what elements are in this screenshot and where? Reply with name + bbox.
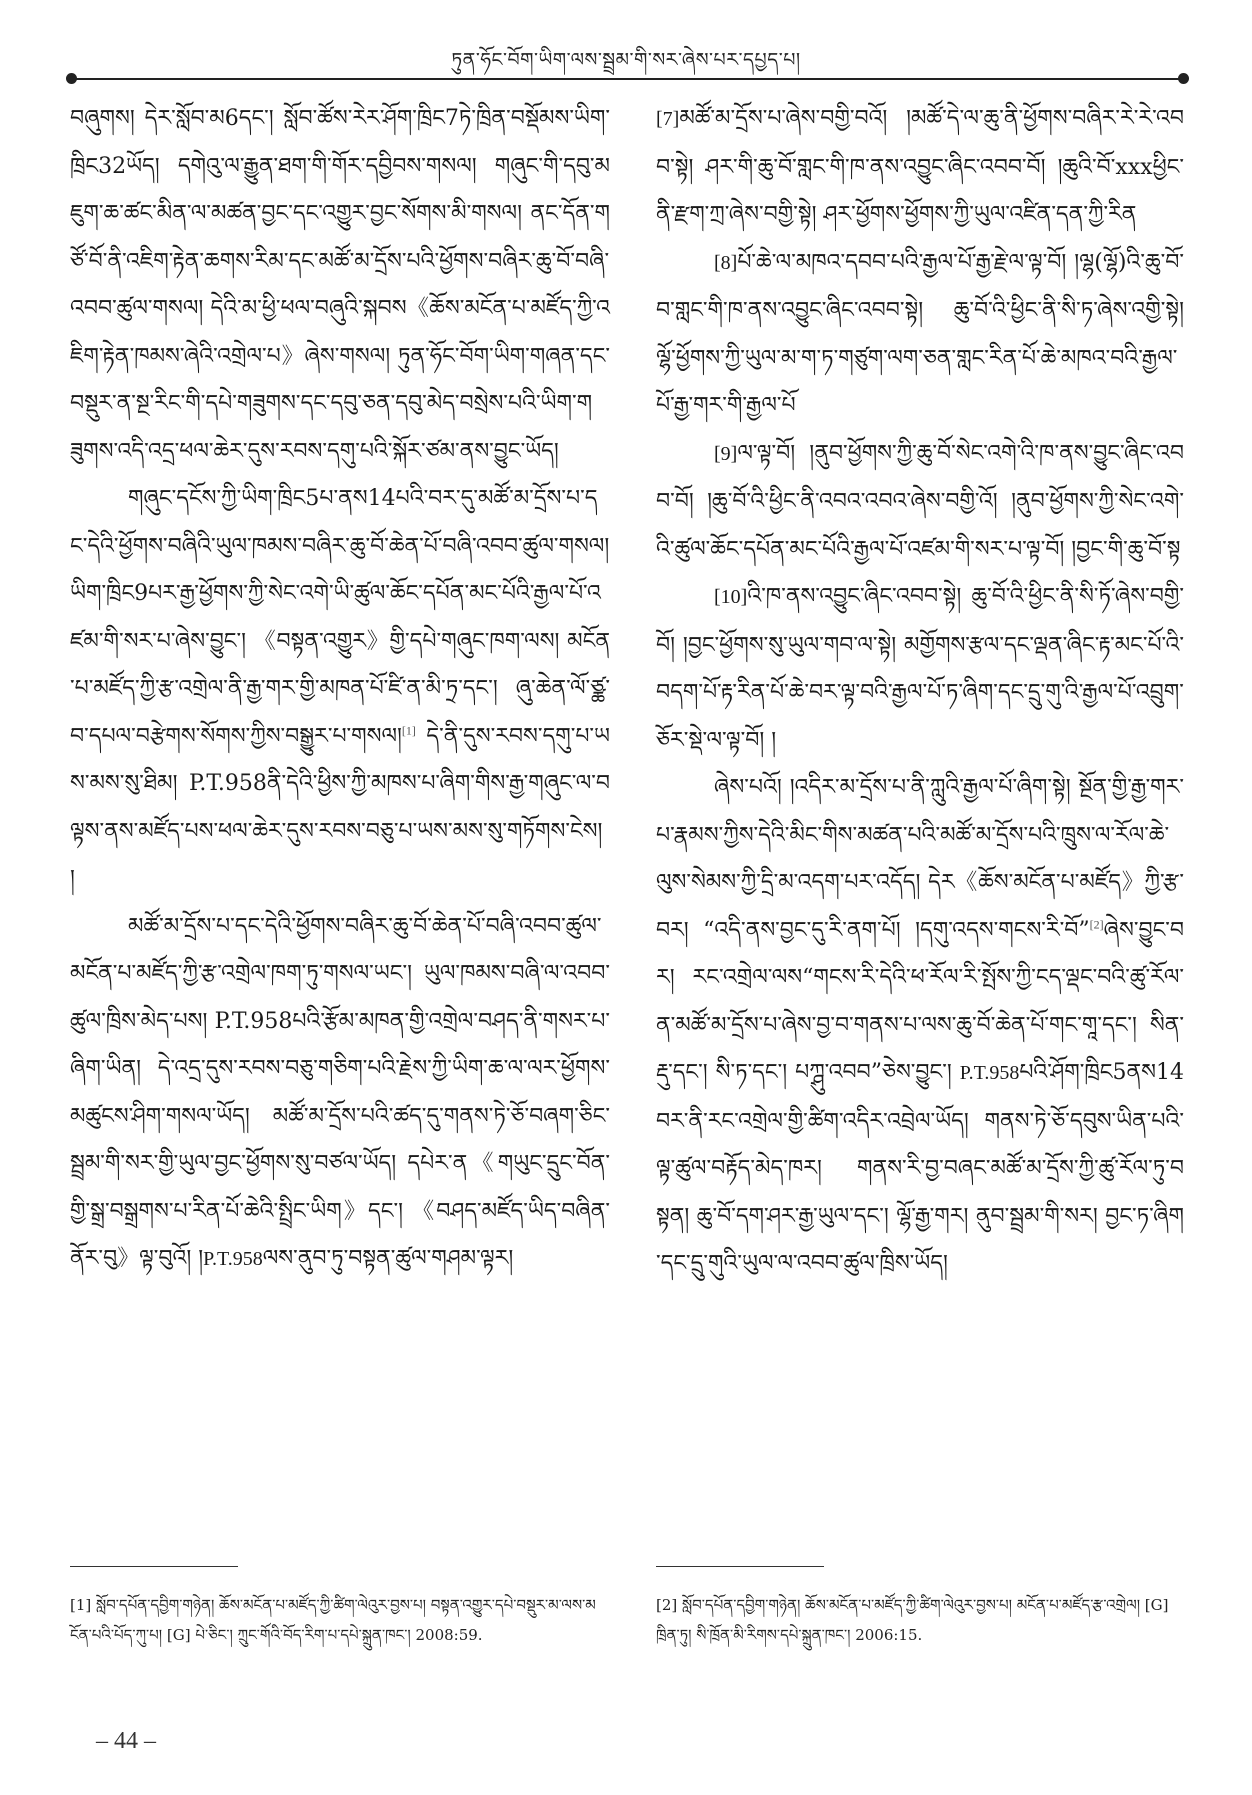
running-header-title: ཏུན་ཧོང་བོག་ཡིག་ལས་སྦྲམ་གི་སར་ཞེས་པར་དཔྱད་པ། [451,49,801,71]
left-paragraph-2-cont: དེ་ནི་དུས་རབས་དགུ་པ་ཡས་མས་སུ་ཐིམ། P.T.958ནི་དེའི་ཕྱིས་ཀྱི་མཁས་པ་ཞིག་གིས་རྒྱ་གཞུང་ལ་བལྟས་ནས་མཛོད་པས་ཕལ་ཆེར་དུས་རབས་བཅུ་པ་ཡས་མས་སུ་གཏོགས་ངེས། ། [70,723,610,891]
footnote-ref-1[interactable]: [1] [401,723,416,738]
right-quote-9-text: ལ་ལྟ་བོ། །ནུབ་ཕྱོགས་ཀྱི་ཆུ་བོ་སེང་འགེ་འི་ཁ་ནས་བྱུང་ཞིང་འབབ་བོ། །ཆུ་བོ་འི་ཕྱིང་ནི་འབའ་འབའ་ཞེས་བགྱི་འོ། །ནུབ་ཕྱོགས་ཀྱི་སེང་འགེ་འི་ཚུལ་ཆོང་དཔོན་མང་པོའི་རྒྱལ་པོ་འཛམ་གི་སར་པ་ལྟ་བོ། །བྱང་གི་ཆུ་བོ་སྟ [656,440,1184,562]
left-paragraph-2-text: གཞུང་དངོས་ཀྱི་ཡིག་ཁྲིང5པ་ནས14པའི་བར་དུ་མཚོ་མ་དྲོས་པ་དང་དེའི་ཕྱོགས་བཞིའི་ཡུལ་ཁམས་བཞིར་ཆུ་བོ་ཆེན་པོ་བཞི་འབབ་ཚུལ་གསལ། ཡིག་ཁྲིང9པར་རྒྱ་ཕྱོགས་ཀྱི་སེང་འགེ་ཡི་ཚུལ་ཆོང་དཔོན་མང་པོའི་རྒྱལ་པོ་འཛམ་གི་སར་པ་ཞེས་བྱུང་། 《བསྟན་འགྱུར》གྱི་དཔེ་གཞུང་ཁག་ལས། མངོན་པ་མཛོད་ཀྱི་རྩ་འགྲེལ་ནི་རྒྱ་གར་གྱི་མཁན་པོ་ཛི་ན་མི་ཏྲ་དང་། ཞུ་ཆེན་ལོ་ཙྪ་བ་དཔལ་བརྩེགས་སོགས་ཀྱིས་བསྒྱུར་པ་གསལ། [70,486,610,749]
quote-marker-10: [10] [714,586,748,608]
right-paragraph-analysis-end: པའི་ཤོག་ཁྲིང5ནས14བར་ནི་རང་འགྲེལ་གྱི་ཚིག་འདིར་འབྲེལ་ཡོད། གནས་ཏེ་ཅོ་དབུས་ཡིན་པའི་ལྟ་ཚུལ་བརྟོད་མེད་ཁར། གནས་རི་བྱ་བཞང་མཚོ་མ་དྲོས་ཀྱི་ཚུ་རོལ་ཏུ་བསྟན། ཆུ་བོ་དག་ཤར་རྒྱ་ཡུལ་དང་། ལྷོ་རྒྱ་གར། ནུབ་སྦྲམ་གི་སར། བྱང་ཏ་ཞིག་དང་དྲུ་གུའི་ཡུལ་ལ་འབབ་ཚུལ་ཁྲིས་ཡོད། [656,1060,1184,1276]
right-paragraph-analysis-ref: P.T.958 [959,1062,1020,1084]
footnote-ref-2[interactable]: [2] [1089,917,1104,932]
header-rule-dot-right [1178,73,1189,84]
right-quote-8-text: པོ་ཆེ་ལ་མཁའ་དབབ་པའི་རྒྱལ་པོ་རྒྱ་རྗེ་ལ་ལྟ་བོ། །ལྷ(ལྷོ)འི་ཆུ་བོ་བ་གླང་གི་ཁ་ནས་འབྱུང་ཞིང་འབབ་སྟེ། ཆུ་བོ་འི་ཕྱིང་ནི་སི་ཏ་ཞེས་འགྱི་སྟེ། ལྷོ་ཕྱོགས་ཀྱི་ཡུལ་མ་ག་ཏ་གཙུག་ལག་ཅན་གླང་རིན་པོ་ཆེ་མཁའ་བའི་རྒྱལ་པོ་རྒྱ་གར་གི་རྒྱལ་པོ [656,249,1184,418]
right-paragraph-analysis [656,764,1184,1288]
right-quote-10-text: འི་ཁ་ནས་འབྱུང་ཞིང་འབབ་སྟེ། ཆུ་བོ་འི་ཕྱིང་ནི་སི་ཏོ་ཞེས་བགྱི་བོ། །བྱང་ཕྱོགས་སུ་ཡུལ་གབ་ལ་སྟེ། མགྱོགས་རྩལ་དང་ལྡན་ཞིང་རྟ་མང་པོ་འི་བདག་པོ་རྟ་རིན་པོ་ཆེ་བར་ལྟ་བའི་རྒྱལ་པོ་ཏ་ཞིག་དང་དྲུ་གུ་འི་རྒྱལ་པོ་འབྲུག་ཅོར་སྡེ་ལ་ལྟ་བོ། ། [656,584,1184,753]
quote-marker-7: [7] [656,108,680,130]
right-quote-8 [656,239,1184,430]
right-column [656,95,1184,1288]
footnote-rule-right [656,1566,824,1567]
left-paragraph-1: བཞུགས། དེར་སློབ་མ6དང་། སློབ་ཚོས་རེར་ཤོག་ཁྲིང7ཏེ་ཁྲིན་བསྡོམས་ཡིག་ཁྲིང32ཡོད། དགེའུ་ལ་རྒྱུན་ཐག་གི་གོར་དབྱིབས་གསལ། གཞུང་གི་དབུ་མཇུག་ཆ་ཚང་མིན་ལ་མཚན་བྱང་དང་འགྱུར་བྱང་སོགས་མི་གསལ། ནང་དོན་གཙོ་བོ་ནི་འཇིག་རྟེན་ཆགས་རིམ་དང་མཚོ་མ་དྲོས་པའི་ཕྱོགས་བཞིར་ཆུ་བོ་བཞི་འབབ་ཚུལ་གསལ། དེའི་མ་ཕྱི་ཕལ་བཞུའི་སྐབས《ཆོས་མངོན་པ་མཛོད་ཀྱི་འཇིག་རྟེན་ཁམས་ཞེའི་འགྲེལ་པ》ཞེས་གསལ། ཏུན་ཧོང་བོག་ཡིག་གཞན་དང་བསྡུར་ན་སྔ་རིང་གི་དཔེ་གཟུགས་དང་དབུ་ཅན་དབུ་མེད་བསྲེས་པའི་ཡིག་གཟུགས་འདི་འདྲ་ཕལ་ཆེར་དུས་རབས་དགུ་པའི་སྐོར་ཙམ་ནས་བྱུང་ཡོད། [70,106,610,464]
right-quote-7 [656,95,1184,239]
left-paragraph-2 [70,475,610,903]
quote-marker-9: [9] [714,442,738,465]
quote-marker-8: [8] [714,251,738,274]
footnote-rule-left [70,1566,238,1567]
running-header [0,28,1252,71]
right-paragraph-analysis-cont: ཞེས་བྱུང་བར། རང་འགྲེལ་ལས“གངས་རི་དེའི་ཕ་རོལ་རི་སྤོས་ཀྱི་ངད་ལྡང་བའི་ཚུ་རོལ་ན་མཚོ་མ་དྲོས་པ་ཞེས་བྱ་བ་གནས་པ་ལས་ཆུ་བོ་ཆེན་པོ་གང་གཱ་དང་། སིན་རྡུ་དང་། སི་ཏ་དང་། པཀྴུ་འབབ”ཅེས་བྱུང་། [656,917,1184,1085]
right-quote-10 [656,573,1184,764]
left-paragraph-3 [70,903,610,1284]
footnote-2: [2] སློབ་དཔོན་དབྱིག་གཉེན། ཆོས་མངོན་པ་མཛོད་ཀྱི་ཚིག་ལེའུར་བྱས་པ། མངོན་པ་མཛོད་རྩ་འགྲེལ། [G] ཁྲིན་ཏུ། སི་ཁྲོན་མི་རིགས་དཔེ་སྐྲུན་ཁང་། 2006:15. [656,1596,1169,1644]
right-paragraph-analysis-text: ཞེས་པའོ། །འདིར་མ་དྲོས་པ་ནི་ཀླུའི་རྒྱལ་པོ་ཞིག་སྟེ། སྔོན་གྱི་རྒྱ་གར་པ་རྣམས་ཀྱིས་དེའི་མིང་གིས་མཚན་པའི་མཚོ་མ་དྲོས་པའི་ཁྲུས་ལ་རོལ་ཆེ་ལུས་སེམས་ཀྱི་དྲི་མ་འདག་པར་འདོད། དེར《ཆོས་མངོན་པ་མཛོད》ཀྱི་རྩ་བར། “འདི་ནས་བྱང་དུ་རི་ནག་པོ། །དགུ་འདས་གངས་རི་བོ” [656,775,1184,943]
left-column [70,95,610,1284]
left-paragraph-3-ref: P.T.958 [203,1248,263,1270]
left-paragraph-3-text: མཚོ་མ་དྲོས་པ་དང་དེའི་ཕྱོགས་བཞིར་ཆུ་བོ་ཆེན་པོ་བཞི་འབབ་ཚུལ་མངོན་པ་མཛོད་ཀྱི་རྩ་འགྲེལ་ཁག་ཏུ་གསལ་ཡང་། ཡུལ་ཁམས་བཞི་ལ་འབབ་ཚུལ་ཁྲིས་མེད་པས། P.T.958པའི་རྩོམ་མཁན་གྱི་འགྲེལ་བཤད་ནི་གསར་པ་ཞིག་ཡིན། དེ་འདྲ་དུས་རབས་བཅུ་གཅིག་པའི་རྗེས་ཀྱི་ཡིག་ཆ་ལ་ལར་ཕྱོགས་མཚུངས་ཤིག་གསལ་ཡོད། མཚོ་མ་དྲོས་པའི་ཚད་དུ་གནས་ཏེ་ཅོ་བཞག་ཅིང་སྦྲམ་གི་སར་གྱི་ཡུལ་བྱང་ཕྱོགས་སུ་བཙལ་ཡོད། དཔེར་ན《གཡུང་དྲུང་བོན་གྱི་སྒྲ་བསྒྲགས་པ་རིན་པོ་ཆེའི་སྤྲིང་ཡིག》དང་། 《བཤད་མཛོད་ཡིད་བཞིན་ནོར་བུ》ལྟ་བུའོ། ། [70,913,610,1271]
left-paragraph-3-cont: ལས་ནུབ་ཏུ་བསྟན་ཚུལ་གཤམ་ལྟར། [262,1246,514,1271]
right-quote-9 [656,430,1184,574]
footnote-1: [1] སློབ་དཔོན་དབྱིག་གཉེན། ཆོས་མངོན་པ་མཛོད་ཀྱི་ཚིག་ལེའུར་བྱས་པ། བསྟན་འགྱུར་དཔེ་བསྡུར་མ་ལས་མངོན་པའི་པོད་ཀུ་པ། [G] པེ་ཅིང་། ཀྲུང་གོའི་བོད་རིག་པ་དཔེ་སྐྲུན་ཁང་། 2008:59. [70,1596,596,1644]
page-number: – 44 – [96,1728,156,1754]
header-rule [72,78,1182,80]
right-quote-7-text: མཚོ་མ་དྲོས་པ་ཞེས་བགྱི་བའོ། །མཚོ་དེ་ལ་ཆུ་ནི་ཕྱོགས་བཞིར་རེ་རེ་འབབ་སྟེ། ཤར་གི་ཆུ་བོ་གླང་གི་ཁ་ནས་འབྱུང་ཞིང་འབབ་བོ། །ཆུའི་བོ་xxxཕྱིང་ནི་རྫག་ཀྲ་ཞེས་བགྱི་སྟེ། ཤར་ཕྱོགས་ཕྱོགས་ཀྱི་ཡུལ་འཛིན་དན་ཀྱི་རིན [656,106,1184,227]
